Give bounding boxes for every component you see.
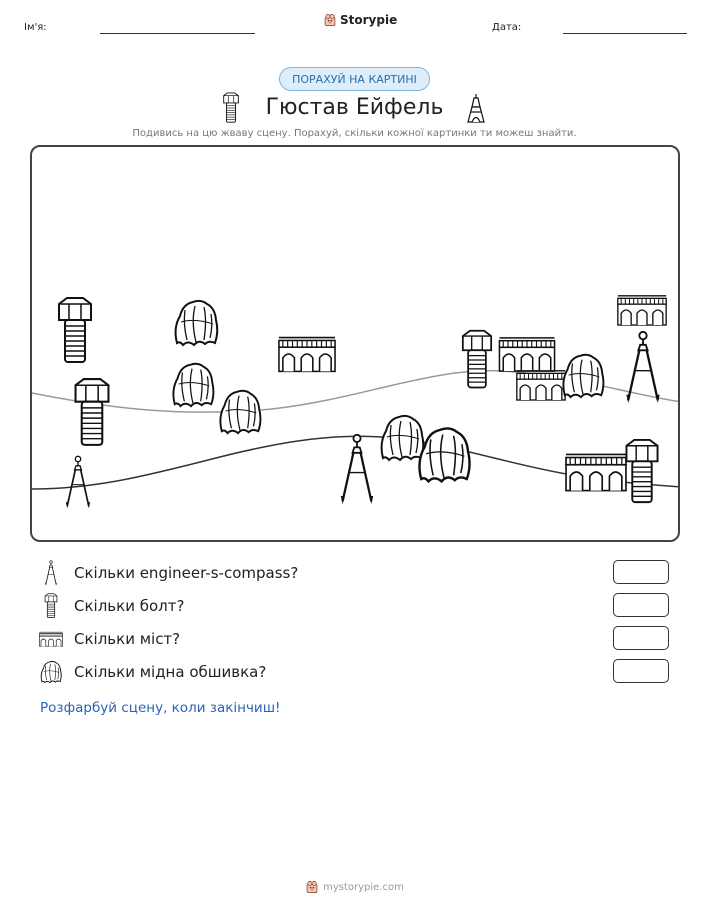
- site-url: mystorypie.com: [323, 881, 404, 893]
- scene-bridge: [517, 371, 565, 400]
- site-footer: [0, 880, 709, 894]
- page-title: Гюстав Ейфель: [265, 95, 444, 120]
- scene-copper-sheathing: [176, 301, 218, 345]
- date-field[interactable]: [563, 33, 687, 34]
- instructions: Подивись на цю жваву сцену. Порахуй, скільки кожної картинки ти можеш знайти.: [132, 128, 577, 139]
- scene-bridge: [279, 338, 335, 372]
- scene-bridge: [618, 296, 666, 325]
- scene-bolt: [626, 440, 657, 502]
- answer-box[interactable]: [613, 560, 669, 584]
- copper-sheathing-icon: [38, 659, 64, 685]
- scene-bridge: [499, 338, 554, 371]
- storypie-mascot-icon: [323, 13, 337, 27]
- scene-copper-sheathing: [173, 364, 213, 406]
- scene-copper-sheathing: [563, 355, 603, 397]
- scene-bolt: [76, 379, 109, 445]
- scene-copper-sheathing: [220, 391, 260, 433]
- question-row: [38, 560, 678, 586]
- scene-compass: [341, 435, 373, 504]
- scene-bridge: [566, 454, 626, 490]
- name-field[interactable]: [100, 33, 255, 34]
- brand-name: Storypie: [340, 13, 398, 27]
- eiffel-tower-icon: [465, 93, 487, 123]
- question-text: Скільки engineer-s-compass?: [74, 564, 299, 582]
- answer-box[interactable]: [613, 593, 669, 617]
- scene-copper-sheathing: [382, 416, 424, 460]
- storypie-mascot-icon: [305, 880, 319, 894]
- question-text: Скільки міст?: [74, 630, 181, 648]
- question-row: [38, 659, 678, 685]
- scene-bolt: [59, 298, 91, 362]
- coloring-note: Розфарбуй сцену, коли закінчиш!: [40, 700, 281, 716]
- name-label: Ім'я:: [24, 22, 47, 33]
- bridge-icon: [38, 626, 64, 652]
- question-text: Скільки болт?: [74, 597, 185, 615]
- answer-box[interactable]: [613, 659, 669, 683]
- engineer-s-compass-icon: [38, 560, 64, 586]
- scene-bolt: [463, 331, 491, 388]
- activity-badge: ПОРАХУЙ НА КАРТИНІ: [279, 67, 430, 91]
- bolt-icon: [38, 593, 64, 619]
- question-text: Скільки мідна обшивка?: [74, 663, 267, 681]
- scene-compass: [66, 456, 90, 508]
- question-row: [38, 626, 678, 652]
- scene-copper-sheathing: [419, 428, 469, 481]
- question-row: [38, 593, 678, 619]
- brand-logo: [323, 13, 397, 27]
- counting-scene: [30, 145, 680, 542]
- date-label: Дата:: [492, 22, 522, 33]
- scene-drawing: [32, 147, 680, 542]
- answer-box[interactable]: [613, 626, 669, 650]
